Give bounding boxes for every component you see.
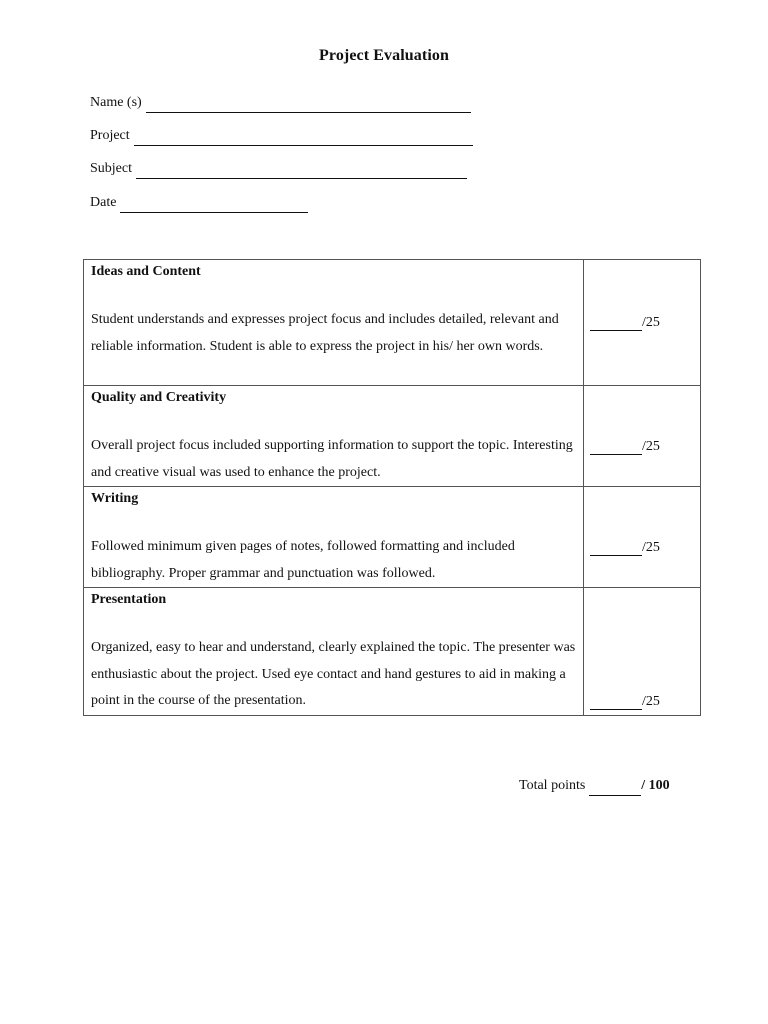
total-points xyxy=(519,776,670,796)
project-label: Project xyxy=(90,128,130,143)
name-field xyxy=(90,93,471,113)
criterion-name: Quality and Creativity xyxy=(91,390,227,405)
score-max: /25 xyxy=(642,315,660,330)
subject-input-line[interactable] xyxy=(136,163,467,179)
rubric-row-ideas xyxy=(84,260,701,386)
criterion-description: Student understands and expresses project focus and includes detailed, relevant and reliable information. Student is able to express the project in his/ her own words. xyxy=(91,312,559,354)
rubric-row-presentation xyxy=(84,588,701,716)
criterion-name: Ideas and Content xyxy=(91,264,201,279)
subject-field xyxy=(90,159,467,179)
score-cell xyxy=(584,588,701,716)
criterion-description: Followed minimum given pages of notes, followed formatting and included bibliography. Proper grammar and punctuation was followed. xyxy=(91,539,515,581)
score-cell xyxy=(584,386,701,487)
total-input-line[interactable] xyxy=(589,781,641,796)
score-entry xyxy=(590,694,660,710)
score-cell xyxy=(584,260,701,386)
score-input-line[interactable] xyxy=(590,541,642,556)
criterion-description: Organized, easy to hear and understand, clearly explained the topic. The presenter was enthusiastic about the project. Used eye contact and hand gestures to aid in making a point in the course of the presentation. xyxy=(91,640,576,708)
score-max: /25 xyxy=(642,439,660,454)
score-input-line[interactable] xyxy=(590,440,642,455)
total-max: / 100 xyxy=(641,778,670,793)
criterion-name: Presentation xyxy=(91,592,167,607)
criterion-cell xyxy=(84,260,584,386)
page-title: Project Evaluation xyxy=(319,47,449,64)
criterion-cell xyxy=(84,487,584,588)
date-label: Date xyxy=(90,195,117,210)
score-cell xyxy=(584,487,701,588)
date-field xyxy=(90,193,308,213)
score-entry xyxy=(590,439,660,455)
criterion-cell xyxy=(84,386,584,487)
name-label: Name (s) xyxy=(90,95,142,110)
score-max: /25 xyxy=(642,540,660,555)
criterion-cell xyxy=(84,588,584,716)
project-input-line[interactable] xyxy=(134,130,473,146)
rubric-table xyxy=(83,259,701,716)
project-field xyxy=(90,126,473,146)
score-input-line[interactable] xyxy=(590,695,642,710)
rubric-row-quality xyxy=(84,386,701,487)
score-max: /25 xyxy=(642,694,660,709)
score-entry xyxy=(590,540,660,556)
criterion-name: Writing xyxy=(91,491,139,506)
score-input-line[interactable] xyxy=(590,316,642,331)
criterion-description: Overall project focus included supporting information to support the topic. Interesting and creative visual was used to enhance the project. xyxy=(91,438,573,480)
score-entry xyxy=(590,315,660,331)
name-input-line[interactable] xyxy=(146,97,471,113)
subject-label: Subject xyxy=(90,161,132,176)
date-input-line[interactable] xyxy=(120,197,308,213)
total-label: Total points xyxy=(519,778,586,793)
rubric-row-writing xyxy=(84,487,701,588)
